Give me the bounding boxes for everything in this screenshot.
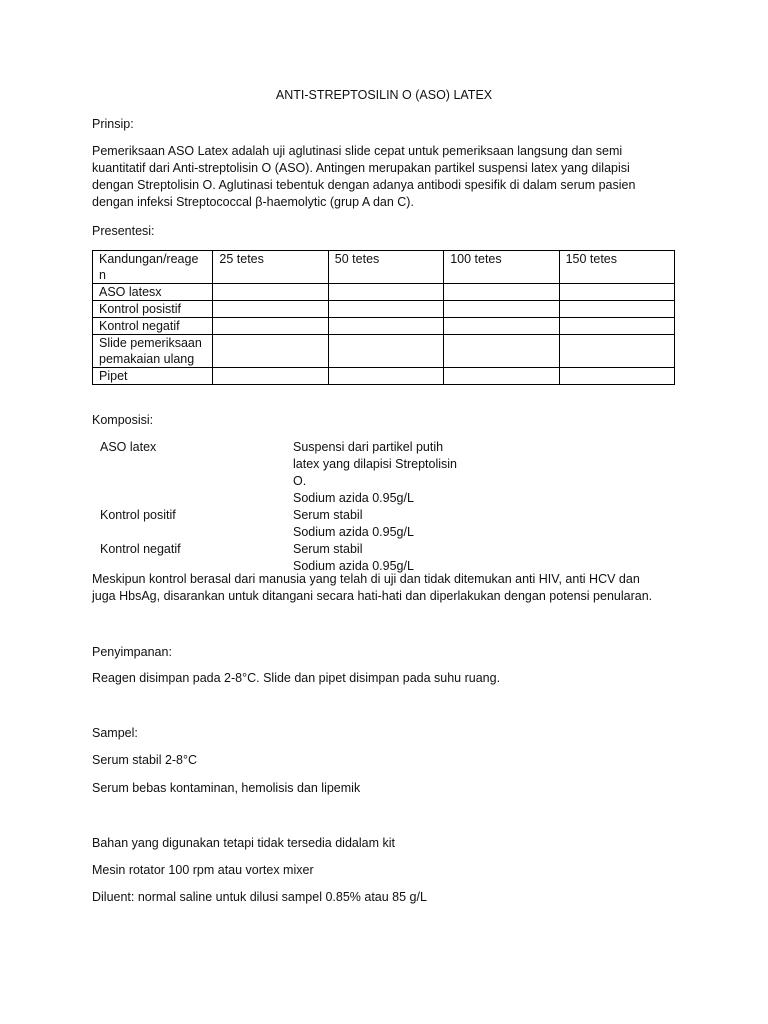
komposisi-desc-line: Sodium azida 0.95g/L <box>293 491 414 505</box>
table-cell <box>559 318 674 335</box>
table-row <box>93 335 675 368</box>
komposisi-desc-line: Serum stabil <box>293 508 363 522</box>
bahan-line: Diluent: normal saline untuk dilusi sampel 0.85% atau 85 g/L <box>92 890 427 904</box>
table-header-cell: Kandungan/reage n <box>93 251 213 284</box>
komposisi-desc-line: O. <box>293 474 307 488</box>
table-header-cell: 100 tetes <box>444 251 559 284</box>
komposisi-item <box>100 541 660 575</box>
prinsip-line: Pemeriksaan ASO Latex adalah uji aglutinasi slide cepat untuk pemeriksaan langsung dan semi <box>92 144 623 158</box>
table-row-label: Pipet <box>93 368 213 385</box>
table-cell <box>444 335 559 368</box>
table-row <box>93 318 675 335</box>
presentasi-heading: Presentesi: <box>92 224 155 238</box>
komposisi-item <box>100 507 660 541</box>
komposisi-note <box>92 571 682 605</box>
prinsip-line: dengan Streptolisin O. Aglutinasi tebentuk dengan adanya antibodi spesifik di dalam serum pasien <box>92 178 636 192</box>
sampel-heading: Sampel: <box>92 726 138 740</box>
bahan-line: Bahan yang digunakan tetapi tidak tersedia didalam kit <box>92 836 395 850</box>
table-cell <box>444 368 559 385</box>
table-row-label: Kontrol posistif <box>93 301 213 318</box>
document-title: ANTI-STREPTOSILIN O (ASO) LATEX <box>275 88 493 102</box>
penyimpanan-heading: Penyimpanan: <box>92 645 172 659</box>
komposisi-desc-line: Sodium azida 0.95g/L <box>293 525 414 539</box>
presentation-table <box>92 250 675 385</box>
prinsip-line: dengan infeksi Streptococcal β-haemolytic (grup A dan C). <box>92 195 414 209</box>
sampel-line: Serum stabil 2-8°C <box>92 753 198 767</box>
table-cell <box>213 301 328 318</box>
table-row-label: Slide pemeriksaan pemakaian ulang <box>93 335 213 368</box>
table-row <box>93 284 675 301</box>
komposisi-item-name: Kontrol negatif <box>100 542 181 556</box>
table-cell <box>559 284 674 301</box>
penyimpanan-text: Reagen disimpan pada 2-8°C. Slide dan pipet disimpan pada suhu ruang. <box>92 671 501 685</box>
table-row <box>93 368 675 385</box>
komposisi-desc-line: Suspensi dari partikel putih <box>293 440 444 454</box>
table-row-label: ASO latesx <box>93 284 213 301</box>
table-cell <box>559 368 674 385</box>
table-cell <box>559 301 674 318</box>
komposisi-desc-line: Sodium azida 0.95g/L <box>293 559 414 573</box>
komposisi-item-desc <box>293 507 493 541</box>
komposisi-desc-line: Serum stabil <box>293 542 363 556</box>
table-cell <box>328 318 443 335</box>
komposisi-item-desc <box>293 541 493 575</box>
table-cell <box>559 335 674 368</box>
komposisi-item <box>100 439 660 507</box>
table-cell <box>328 335 443 368</box>
komposisi-item-name: ASO latex <box>100 440 157 454</box>
table-header-cell: 25 tetes <box>213 251 328 284</box>
table-header-cell: 50 tetes <box>328 251 443 284</box>
bahan-line: Mesin rotator 100 rpm atau vortex mixer <box>92 863 314 877</box>
komposisi-heading: Komposisi: <box>92 413 154 427</box>
table-cell <box>213 318 328 335</box>
table-cell <box>328 301 443 318</box>
table-cell <box>444 284 559 301</box>
table-header-cell: 150 tetes <box>559 251 674 284</box>
komposisi-desc-line: latex yang dilapisi Streptolisin <box>293 457 457 471</box>
prinsip-paragraph <box>92 143 682 211</box>
komposisi-list <box>100 439 660 575</box>
table-cell <box>328 284 443 301</box>
table-cell <box>328 368 443 385</box>
table-cell <box>213 368 328 385</box>
prinsip-line: kuantitatif dari Anti-streptolisin O (ASO). Antingen merupakan partikel suspensi latex yang dilapisi <box>92 161 630 175</box>
table-cell <box>444 318 559 335</box>
prinsip-heading: Prinsip: <box>92 117 134 131</box>
komposisi-note-line: Meskipun kontrol berasal dari manusia yang telah di uji dan tidak ditemukan anti HIV, anti HCV dan <box>92 572 640 586</box>
table-cell <box>444 301 559 318</box>
komposisi-item-desc <box>293 439 493 507</box>
komposisi-note-line: juga HbsAg, disarankan untuk ditangani secara hati-hati dan diperlakukan dengan potensi penularan. <box>92 589 653 603</box>
table-header-row <box>93 251 675 284</box>
table-row <box>93 301 675 318</box>
table-row-label: Kontrol negatif <box>93 318 213 335</box>
komposisi-item-name: Kontrol positif <box>100 508 176 522</box>
table-cell <box>213 284 328 301</box>
sampel-line: Serum bebas kontaminan, hemolisis dan lipemik <box>92 781 361 795</box>
table-cell <box>213 335 328 368</box>
